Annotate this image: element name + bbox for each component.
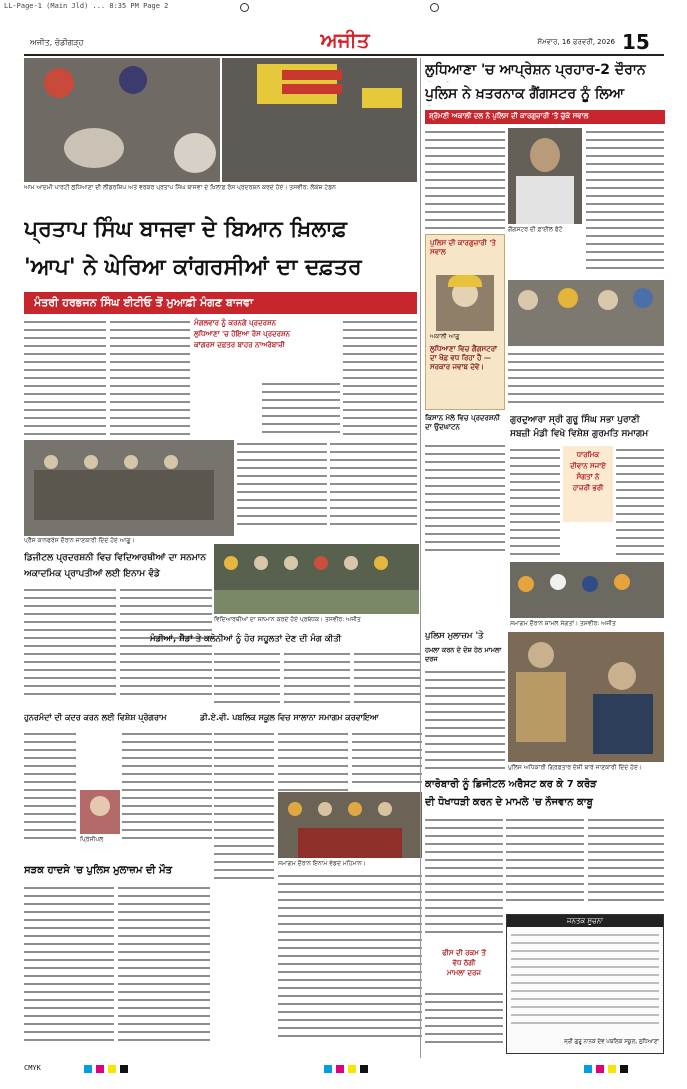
arrest-col-2: [506, 816, 584, 910]
gurudwara-headline-line2: ਸਬਜ਼ੀ ਮੰਡੀ ਵਿਖੇ ਵਿਸ਼ੇਸ਼ ਗੁਰਮਤਿ ਸਮਾਗਮ: [510, 429, 649, 439]
edition-label: ਅਜੀਤ, ਚੰਡੀਗੜ੍ਹ: [30, 38, 84, 47]
gathering-photo: [508, 280, 664, 346]
police-photo: [508, 632, 664, 762]
gurudwara-inset-4: ਹਾਜ਼ਰੀ ਭਰੀ: [572, 484, 604, 492]
header-rule: [24, 54, 664, 56]
gurudwara-inset: [563, 446, 613, 522]
accident-col-1: [24, 884, 114, 1054]
masthead-logo: ਅਜੀਤ: [320, 28, 370, 52]
press-conference-photo: [24, 440, 234, 536]
print-slug: LL-Page-1 (Main Jld) ... 8:35 PM Page 2: [4, 2, 169, 10]
main-subhead: ਮੰਤਰੀ ਹਰਭਜਨ ਸਿੰਘ ਈਟੀਓ ਤੋਂ ਮੁਆਫ਼ੀ ਮੰਗਣ ਬਾਜਵਾ: [34, 296, 254, 309]
awards-headline-line2: ਅਕਾਦਮਿਕ ਪ੍ਰਾਪਤੀਆਂ ਲਈ ਇਨਾਮ ਵੰਡੇ: [24, 569, 160, 579]
gangster-photo-caption: ਗੈਂਗਸਟਰ ਦੀ ਫ਼ਾਈਲ ਫੋਟੋ: [508, 226, 563, 233]
gurudwara-photo-caption: ਸਮਾਗਮ ਦੌਰਾਨ ਸ਼ਾਮਲ ਸੰਗਤਾਂ। ਤਸਵੀਰ: ਅਜੀਤ: [510, 620, 616, 627]
gurudwara-inset-2: ਦੀਵਾਨ ਸਜਾਏ: [570, 462, 606, 470]
mid-photo-caption: ਪ੍ਰੈੱਸ ਕਾਨਫਰੰਸ ਦੌਰਾਨ ਜਾਣਕਾਰੀ ਦਿੰਦੇ ਹੋਏ ਆਗੂ।: [24, 537, 135, 544]
crafts-headline: ਹੁਨਰਮੰਦਾਂ ਦੀ ਕਦਰ ਕਰਨ ਲਈ ਵਿਸ਼ੇਸ਼ ਪ੍ਰੋਗਰਾਮ: [24, 713, 167, 722]
top-story-kicker: ਸ਼੍ਰੋਮਣੀ ਅਕਾਲੀ ਦਲ ਨੇ ਪੁਲਿਸ ਦੀ ਕਾਰਗੁਜ਼ਾਰੀ 'ਤੇ ਚੁੱਕੇ ਸਵਾਲ: [429, 112, 589, 120]
awards-headline-line1: ਡਿਜੀਟਲ ਪ੍ਰਦਰਸ਼ਨੀ ਵਿਚ ਵਿਦਿਆਰਥੀਆਂ ਦਾ ਸਨਮਾਨ: [24, 553, 206, 563]
gangster-photo: [508, 128, 582, 224]
bottom-mid-headline: ਮੰਡੀਆਂ, ਸ਼ੈੱਡਾਂ ਤੇ ਕਲੋਨੀਆਂ ਨੂੰ ਹੋਰ ਸਹੂਲਤਾਂ ਦੇਣ ਦੀ ਮੰਗ ਕੀਤੀ: [150, 634, 342, 644]
arrest-headline-line1: ਕਾਰੋਬਾਰੀ ਨੂੰ ਡਿਜੀਟਲ ਅਰੈਸਟ ਕਰ ਕੇ 7 ਕਰੋੜ: [425, 779, 597, 790]
gathering-text: [508, 350, 664, 410]
accident-headline: ਸੜਕ ਹਾਦਸੇ 'ਚ ਪੁਲਿਸ ਮੁਲਾਜ਼ਮ ਦੀ ਮੌਤ: [24, 865, 172, 876]
gurudwara-inset-1: ਧਾਰਮਿਕ: [576, 451, 600, 459]
arrest-col-1: [425, 816, 503, 946]
classified-title: ਜਨਤਕ ਸੂਚਨਾ: [507, 915, 663, 927]
exhibition-text: [425, 442, 505, 562]
awards-photo: [214, 544, 419, 614]
main-story-col-2: [110, 318, 190, 438]
sidebar-quote: ਲੁਧਿਆਣਾ ਵਿਚ ਗੈਂਗਸਟਰਾਂ ਦਾ ਖੌਫ਼ ਵਧ ਰਿਹਾ ਹੈ — ਸਰਕਾਰ ਜਵਾਬ ਦੇਵੇ।: [430, 345, 498, 371]
top-photo-caption: ਆਮ ਆਦਮੀ ਪਾਰਟੀ ਲੁਧਿਆਣਾ ਦੀ ਲੀਡਰਸ਼ਿਪ ਅਤੇ ਵਰਕਰ ਪ੍ਰਤਾਪ ਸਿੰਘ ਬਾਜਵਾ ਦੇ ਖ਼ਿਲਾਫ਼ ਰੋਸ ਪ੍ਰਦਰਸ਼ਨ ਕਰਦੇ ਹੋਏ। ਤਸਵੀਰ: ਲੋਕੇਸ਼ ਟੰਡਨ: [24, 184, 336, 191]
arrest-col-3: [588, 816, 664, 910]
arrest-inset-3: ਮਾਮਲਾ ਦਰਜ: [447, 969, 481, 977]
police-subhead: ਹਮਲਾ ਕਰਨ ਦੇ ਦੋਸ਼ ਹੇਠ ਮਾਮਲਾ ਦਰਜ: [425, 646, 502, 663]
main-story-col-1: [24, 318, 106, 438]
classified-footer: ਸ੍ਰੀ ਗੁਰੂ ਨਾਨਕ ਦੇਵ ਪਬਲਿਕ ਸਕੂਲ, ਲੁਧਿਆਣਾ: [564, 1039, 659, 1045]
sidebar-portrait-caption: ਅਕਾਲੀ ਆਗੂ: [430, 333, 460, 340]
arrest-col-1b: [425, 990, 503, 1052]
crafts-col-2: [122, 730, 212, 850]
main-subhead-bar: [24, 292, 417, 314]
crafts-col-1: [24, 730, 76, 850]
school-col-1: [214, 730, 274, 890]
highlight-3: ਕਾਂਗਰਸ ਦਫ਼ਤਰ ਬਾਹਰ ਨਾਅਰੇਬਾਜ਼ੀ: [194, 341, 285, 349]
gurudwara-headline-line1: ਗੁਰਦੁਆਰਾ ਸ੍ਰੀ ਗੁਰੂ ਸਿੰਘ ਸਭਾ ਪੁਰਾਣੀ: [510, 415, 640, 425]
main-story-col-4: [343, 318, 417, 438]
top-story-kicker-bar: [425, 110, 665, 124]
school-photo: [278, 792, 422, 858]
sidebar-box-title: ਪੁਲਿਸ ਦੀ ਕਾਰਗੁਜ਼ਾਰੀ 'ਤੇ ਸਵਾਲ: [430, 239, 496, 256]
police-headline: ਪੁਲਿਸ ਮੁਲਾਜ਼ਮ 'ਤੇ: [425, 631, 484, 641]
main-story-col-5: [237, 440, 327, 538]
bottom-mid-col-2: [284, 650, 350, 710]
main-story-col-6: [330, 440, 417, 538]
main-headline-line1: ਪ੍ਰਤਾਪ ਸਿੰਘ ਬਾਜਵਾ ਦੇ ਬਿਆਨ ਖ਼ਿਲਾਫ਼: [24, 217, 347, 242]
arrest-inset-1: ਫੀਸ ਦੀ ਰਕਮ ਤੋਂ: [442, 949, 486, 957]
crafts-portrait: [80, 790, 120, 834]
main-headline-line2: 'ਆਪ' ਨੇ ਘੇਰਿਆ ਕਾਂਗਰਸੀਆਂ ਦਾ ਦਫ਼ਤਰ: [24, 255, 362, 280]
top-story-headline-line2: ਪੁਲਿਸ ਨੇ ਖ਼ਤਰਨਾਕ ਗੈਂਗਸਟਰ ਨੂੰ ਲਿਆ: [425, 86, 625, 102]
sidebar-portrait: [436, 275, 494, 331]
bottom-mid-col-3: [354, 650, 420, 710]
top-story-col-1: [425, 128, 505, 232]
gurudwara-photo: [510, 562, 664, 618]
registration-mark-icon: [430, 3, 439, 12]
top-story-col-2: [586, 128, 664, 278]
protest-photo-1: [24, 58, 220, 182]
crafts-portrait-caption: ਪ੍ਰਿੰਸੀਪਲ: [80, 836, 104, 843]
gurudwara-inset-3: ਸੰਗਤਾਂ ਨੇ: [576, 473, 600, 481]
school-col-4: [278, 872, 422, 1052]
school-photo-caption: ਸਮਾਗਮ ਦੌਰਾਨ ਇਨਾਮ ਵੰਡਦੇ ਮਹਿਮਾਨ।: [278, 860, 366, 867]
arrest-inset: [425, 948, 503, 988]
print-color-bar: [24, 1062, 664, 1076]
top-story-headline-line1: ਲੁਧਿਆਣਾ 'ਚ ਆਪ੍ਰੇਸ਼ਨ ਪ੍ਰਹਾਰ-2 ਦੌਰਾਨ: [425, 62, 646, 78]
highlight-1: ਮੰਗਲਵਾਰ ਨੂੰ ਕਰਨਗੇ ਪ੍ਰਦਰਸ਼ਨ: [194, 319, 277, 327]
school-col-3: [352, 730, 422, 790]
awards-photo-caption: ਵਿਦਿਆਰਥੀਆਂ ਦਾ ਸਨਮਾਨ ਕਰਦੇ ਹੋਏ ਪ੍ਰਬੰਧਕ। ਤਸਵੀਰ: ਅਜੀਤ: [214, 616, 361, 623]
protest-photo-2: [222, 58, 417, 182]
exhibition-headline: ਕਿਸਾਨ ਮੇਲੇ ਵਿਚ ਪ੍ਰਦਰਸ਼ਨੀ ਦਾ ਉਦਘਾਟਨ: [425, 414, 501, 431]
awards-col-1: [24, 586, 116, 702]
accident-col-2: [118, 884, 210, 1054]
police-photo-caption: ਪੁਲਿਸ ਅਧਿਕਾਰੀ ਗ੍ਰਿਫ਼ਤਾਰ ਦੋਸ਼ੀ ਬਾਰੇ ਜਾਣਕਾਰੀ ਦਿੰਦੇ ਹੋਏ।: [508, 764, 642, 771]
highlight-box: [190, 318, 340, 378]
main-story-col-3: [262, 380, 340, 440]
school-headline: ਡੀ.ਏ.ਵੀ. ਪਬਲਿਕ ਸਕੂਲ ਵਿਚ ਸਾਲਾਨਾ ਸਮਾਗਮ ਕਰਵਾਇਆ: [200, 713, 379, 722]
arrest-headline-line2: ਦੀ ਧੋਖਾਧੜੀ ਕਰਨ ਦੇ ਮਾਮਲੇ 'ਚ ਨੌਜਵਾਨ ਕਾਬੂ: [425, 797, 593, 808]
bottom-mid-col-1: [214, 650, 280, 710]
color-bar-label: CMYK: [24, 1064, 41, 1072]
page-number: 15: [622, 30, 650, 54]
gurudwara-col-2: [616, 446, 664, 560]
classified-notice: [506, 914, 664, 1054]
issue-date: ਸੋਮਵਾਰ, 16 ਫਰਵਰੀ, 2026: [537, 38, 615, 46]
column-rule: [420, 58, 421, 1058]
police-text: [425, 668, 505, 778]
arrest-inset-2: ਵੱਧ ਠੱਗੀ: [452, 959, 476, 967]
registration-mark-icon: [240, 3, 249, 12]
gurudwara-col-1: [510, 446, 560, 560]
sidebar-box: [425, 234, 505, 410]
highlight-2: ਲੁਧਿਆਣਾ 'ਚ ਹੋਇਆ ਰੋਸ ਪ੍ਰਦਰਸ਼ਨ: [194, 330, 291, 338]
